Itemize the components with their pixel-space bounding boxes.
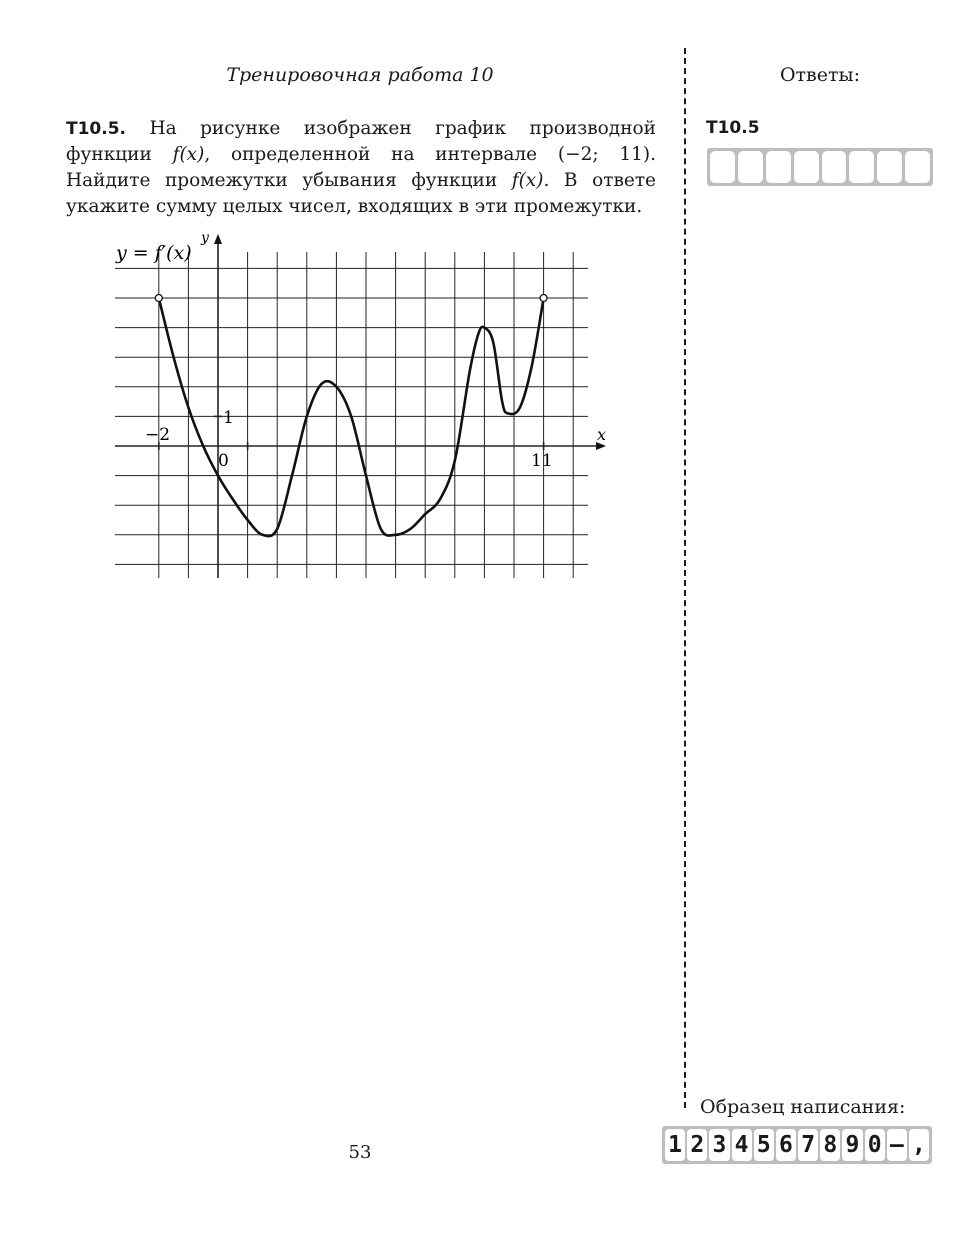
answer-box[interactable] [849,151,874,183]
sample-char: 5 [754,1129,774,1161]
sample-char: 6 [776,1129,796,1161]
sample-writing [662,1126,932,1164]
tick-label-y-1: 1 [223,408,234,428]
problem-number: T10.5. [66,119,126,139]
sample-char: 9 [842,1129,862,1161]
function-f-2: f(x) [511,170,544,191]
sample-char: 0 [865,1129,885,1161]
answer-label: T10.5 [706,118,760,138]
tick-label-x-11: 11 [531,451,553,471]
answer-box[interactable] [710,151,735,183]
x-axis-label: x [597,425,607,444]
answer-input-boxes[interactable] [707,148,933,186]
tick-label-origin: 0 [218,451,229,471]
answer-box[interactable] [738,151,763,183]
sample-char: 2 [687,1129,707,1161]
answer-box[interactable] [794,151,819,183]
answer-box[interactable] [822,151,847,183]
function-f-1: f(x) [172,144,205,165]
sample-label: Образец написания: [700,1096,906,1118]
answers-title: Ответы: [779,64,861,86]
tick-label-x-minus-2: −2 [145,425,171,445]
problem-text-3: . В ответе укажите сумму целых чисел, входящих в эти промежутки. [66,170,656,217]
answer-box[interactable] [877,151,902,183]
sample-char: , [909,1129,929,1161]
answer-box[interactable] [905,151,930,183]
sample-char: 3 [709,1129,729,1161]
page-number: 53 [348,1142,372,1163]
y-axis-arrow [214,234,222,244]
problem-text-2: , определенной на интервале (−2; 11). Найдите промежутки убывания функции [66,144,657,191]
sample-char: 4 [732,1129,752,1161]
problem-text-1: На рисунке изображен график производной функции [66,118,656,165]
answer-box[interactable] [766,151,791,183]
sample-char: – [887,1129,907,1161]
function-label: y = f′(x) [116,242,192,264]
open-endpoint-right [540,295,547,302]
open-endpoint-left [155,295,162,302]
sample-char: 8 [820,1129,840,1161]
y-axis-label: y [201,230,209,246]
sample-char: 7 [798,1129,818,1161]
derivative-graph [0,0,975,600]
sample-char: 1 [665,1129,685,1161]
page-header-title: Тренировочная работа 10 [226,64,494,86]
